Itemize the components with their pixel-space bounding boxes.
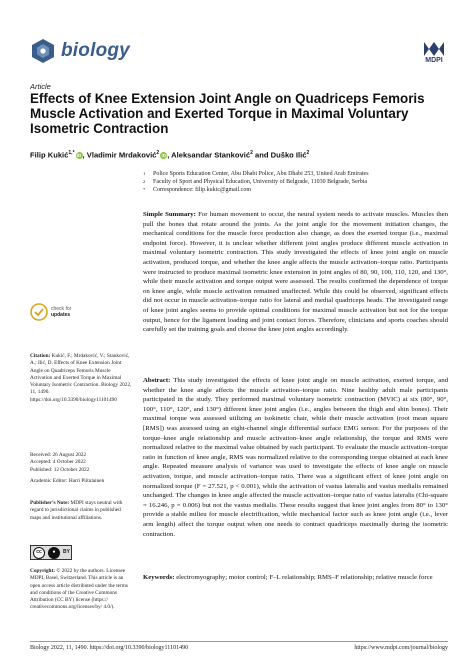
journal-logo[interactable]	[30, 38, 130, 64]
citation-text[interactable]: Kukić, F.; Mrdaković, V.; Stanković, A.; Ilić, D. Effects of Knee Extension Joint Angle on Quadriceps Femoris Muscle Activation and Exerted Torque in Maximal Voluntary Isometric Contraction. Biology 2022, 11, 1490. https://doi.org/10.3390/biology11101490	[30, 353, 132, 403]
author-affiliation-ref: 2	[250, 150, 253, 156]
cc-by-label: BY	[63, 548, 70, 555]
keywords-text: electromyography; motor control; F–L relationship; RMS–F relationship; relative muscle force	[176, 574, 433, 581]
accepted-date: Accepted: 4 October 2022	[30, 459, 86, 466]
keywords	[143, 573, 448, 583]
author-list: Filip Kukić$^{1,*}$ iD, Vladimir Mrdaković$^2$ iD, Aleksandar Stanković$^2$ and Duško Ilić$^2$	[30, 150, 310, 160]
copyright-text: © 2022 by the authors. Licensee MDPI, Basel, Switzerland. This article is an open access article distributed under the terms and conditions of the Creative Commons Attribution (CC BY) license (https:// creativecommons.org/licenses/by/ 4.0/).	[30, 568, 128, 611]
author-name[interactable]: Vladimir Mrdaković	[86, 150, 157, 160]
simple-summary	[143, 210, 448, 335]
author-name[interactable]: Filip Kukić	[30, 150, 69, 160]
copyright	[30, 568, 133, 612]
check-updates-text	[51, 306, 71, 318]
affiliation-number: 1	[143, 171, 146, 176]
affiliation-row	[143, 170, 453, 178]
abstract-text: This study investigated the effects of knee joint angle on muscle activation, exerted torque, and whether the knee angle affects the muscle activation–torque ratio. Nine healthy adult male participants participated in the study. They performed maximal voluntary isometric contraction (MVIC) at six (80°, 90°, 100°, 110°, 120°, and 130°) different knee joint angles (i.e., angles between the thigh and shin bones). Their maximal torque was assessed utilizing an isokinetic chair, while their muscle activation (root mean square [RMS]) was assessed using an eight-channel single differential surface EMG sensor. For the purposes of the torque–knee angle relationship and muscle activation–knee angle relationship, the torque and RMS were normalized relative to the maximal value obtained by each participant. To evaluate the muscle activation–torque ratio in function of knee angle, RMS was normalized relative to the corresponding torque obtained at each knee angle. Repeated measure analysis of variance was used to investigate the effects of knee angle on muscle activation, torque, and muscle activation–torque ratio. There was a significant effect of knee joint angle on normalized torque (F = 27.521, p < 0.001), while the activation of vastus lateralis and vastus medialis remained unchanged. The changes in knee angle affected the muscle activation–torque ratio of vastus lateralis (Chi-square = 16.246, p = 0.006) but not the vastus medialis. These results suggest that knee joint angles from 80° to 130° provide a stable milieu for muscle electrification, while mechanical factor such as knee joint angle (i.e., lever arm length) affect the torque output when one needs to contract quadriceps maximally during the isometric contraction.	[143, 377, 448, 538]
publication-dates	[30, 452, 133, 474]
author-affiliation-ref: 1,*	[68, 150, 75, 156]
article-type: Article	[30, 82, 51, 91]
publisher-note-label: Publisher’s Note:	[30, 500, 70, 506]
mdpi-logo-icon	[424, 42, 444, 56]
simple-summary-text: For human movement to occur, the neural system needs to activate muscles. Muscles then pull the bones that rotate around the joints. As the joint angle for the movement initiation changes, the mechanical conditions for the muscle force production also change, as does the exerted torque (i.e., maximal endpoint force). However, it is unclear whether different joint angles produce different muscle activation in maximal voluntary isometric contraction. This study investigated the effects of knee joint angle on muscle activation, produced torque, and whether the knee angle affects the muscle activation–torque ratio. Participants were instructed to produce maximal isometric knee extension in joint angles of 80, 90, 100, 110, 120, and 130°, while their muscle activation and torque output were assessed. The results confirmed the dependence of torque on knee angle, while muscle activation remained unaffected. While this could be observed, significant effects did not occur in muscle activation–torque ratio for lateral and medial quadriceps heads. The investigated range of knee joint angles seems to provide optimal conditions for maximal muscle activation but not for the torque output, hence for the ligament loading and joint contact forces. Therefore, clinicians and sports coaches should carefully set the training goals and choose the knee joint angles accordingly.	[143, 211, 449, 334]
attribution-person-icon: ●	[48, 547, 60, 559]
author-name[interactable]: Duško Ilić	[270, 150, 307, 160]
affiliation-text: Faculty of Sport and Physical Education, University of Belgrade, 11030 Belgrade, Serbia	[153, 179, 368, 185]
author-affiliation-ref: 2	[156, 150, 160, 156]
affiliation-row	[143, 178, 453, 186]
keywords-label: Keywords:	[143, 574, 175, 581]
orcid-icon[interactable]: iD	[161, 153, 166, 159]
footer-divider	[30, 641, 448, 642]
cc-badge-box	[30, 545, 72, 560]
publisher-note-text: MDPI stays neutral with regard to jurisdictional claims in published maps and institutional affiliations.	[30, 500, 123, 521]
abstract	[143, 376, 448, 539]
affiliation-row	[143, 186, 453, 194]
academic-editor: Academic Editor: Harri Piitulainen	[30, 478, 105, 484]
author-affiliation-ref: 2	[306, 150, 310, 156]
affiliations	[143, 170, 453, 194]
author-name[interactable]: Aleksandar Stanković	[171, 150, 251, 160]
journal-emblem-icon	[30, 38, 56, 64]
footer-journal-link[interactable]: https://www.mdpi.com/journal/biology	[354, 645, 448, 651]
published-date: Published: 12 October 2022	[30, 466, 90, 473]
cc-license-badge[interactable]	[30, 545, 133, 560]
footer-citation-link[interactable]: Biology 2022, 11, 1490. https://doi.org/10.3390/biology11101490	[30, 645, 189, 651]
creative-commons-icon: cc	[33, 547, 45, 559]
abstract-label: Abstract:	[143, 377, 171, 384]
check-updates-line2: updates	[51, 312, 71, 318]
affiliation-number: 2	[143, 179, 146, 184]
publisher-logo[interactable]	[424, 42, 444, 64]
check-for-updates-button[interactable]	[30, 303, 133, 321]
simple-summary-label: Simple Summary:	[143, 211, 196, 218]
journal-name: biology	[61, 40, 130, 61]
affiliation-text: Police Sports Education Center, Abu Dhabi Police, Abu Dhabi 253, United Arab Emirates	[153, 171, 369, 177]
check-updates-icon	[30, 303, 48, 321]
orcid-icon[interactable]: iD	[76, 153, 82, 159]
received-date: Received: 26 August 2022	[30, 452, 87, 458]
publisher-name: MDPI	[425, 57, 443, 64]
affiliation-number: *	[143, 187, 146, 192]
correspondence-email[interactable]: Correspondence: filip.kukic@gmail.com	[153, 187, 252, 193]
citation	[30, 353, 133, 404]
article-title: Effects of Knee Extension Joint Angle on Quadriceps Femoris Muscle Activation and Exerted Torque in Maximal Voluntary Isometric Contraction	[30, 91, 425, 136]
citation-label: Citation:	[30, 353, 51, 359]
check-updates-line1: check for	[51, 306, 72, 312]
copyright-label: Copyright:	[30, 568, 56, 574]
publisher-note	[30, 500, 133, 522]
